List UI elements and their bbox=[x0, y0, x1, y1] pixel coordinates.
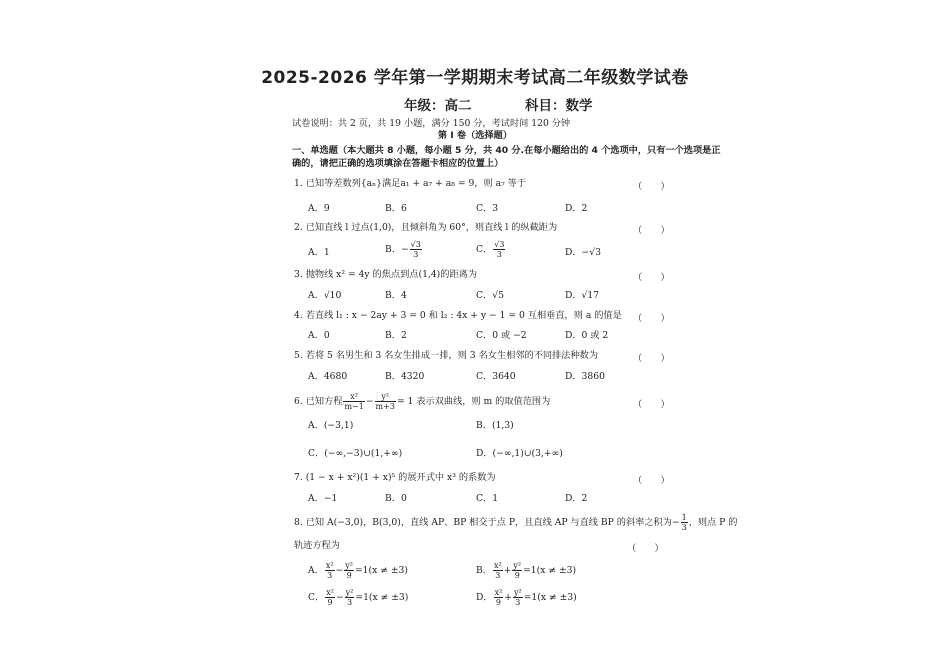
option-c: C．3640 bbox=[476, 371, 516, 382]
answer-paren: （ ） bbox=[633, 181, 670, 192]
numerator: x² bbox=[325, 561, 334, 570]
option-d: D．2 bbox=[565, 493, 588, 504]
answer-paren: （ ） bbox=[633, 313, 670, 324]
option-c: C．3 bbox=[476, 203, 499, 214]
option-d bbox=[476, 588, 577, 607]
denominator: m−1 bbox=[344, 402, 364, 411]
equation-tail: =1(x ≠ ±3) bbox=[523, 592, 577, 603]
option-b: B．6 bbox=[385, 203, 407, 214]
denominator: 9 bbox=[346, 571, 352, 580]
option-d: D．(−∞,1)∪(3,+∞) bbox=[476, 448, 563, 459]
option-c: C．√5 bbox=[476, 290, 504, 301]
denominator: 3 bbox=[327, 571, 333, 580]
subject-label: 科目：数学 bbox=[525, 98, 593, 114]
equation-tail: =1(x ≠ ±3) bbox=[354, 565, 408, 576]
answer-paren: （ ） bbox=[633, 399, 670, 410]
answer-paren: （ ） bbox=[633, 353, 670, 364]
section-instructions-line1: 一、单选题（本大题共 8 小题，每小题 5 分，共 40 分.在每小题给出的 4 个选项中，只有一个选项是正 bbox=[292, 145, 721, 156]
denominator: 3 bbox=[495, 571, 501, 580]
numerator: 1 bbox=[681, 513, 687, 522]
fraction bbox=[681, 513, 688, 532]
option-c: C．(−∞,−3)∪(1,+∞) bbox=[308, 448, 403, 459]
denominator: 3 bbox=[496, 250, 502, 259]
option-c bbox=[308, 588, 408, 607]
operator: + bbox=[504, 592, 512, 603]
option-b: B．(1,3) bbox=[476, 420, 514, 431]
option-a: A．9 bbox=[308, 203, 330, 214]
option-b: B．2 bbox=[385, 330, 407, 341]
answer-paren: （ ） bbox=[633, 225, 670, 236]
fraction bbox=[345, 588, 355, 607]
option-a: A．0 bbox=[308, 330, 330, 341]
question-number: 2. bbox=[294, 222, 303, 233]
answer-paren: （ ） bbox=[627, 543, 664, 554]
denominator: m+3 bbox=[375, 402, 395, 411]
denominator: 3 bbox=[681, 523, 687, 532]
question-1 bbox=[294, 178, 526, 190]
question-5 bbox=[294, 350, 598, 362]
question-number: 3. bbox=[294, 269, 303, 280]
question-stem-prefix: 已知方程 bbox=[305, 396, 343, 407]
numerator: x² bbox=[343, 392, 364, 402]
numerator: y² bbox=[345, 561, 353, 570]
fraction bbox=[325, 588, 335, 607]
section-instructions-line2: 确的，请把正确的选项填涂在答题卡相应的位置上） bbox=[292, 158, 504, 169]
option-label: D． bbox=[476, 592, 493, 603]
numerator: x² bbox=[493, 561, 502, 570]
numerator: x² bbox=[494, 588, 503, 597]
question-4 bbox=[294, 310, 622, 322]
question-2 bbox=[294, 222, 557, 234]
denominator: 3 bbox=[413, 250, 419, 259]
option-label: C． bbox=[308, 592, 325, 603]
option-b: B．4 bbox=[385, 290, 407, 301]
denominator: 9 bbox=[514, 571, 520, 580]
option-c: C．1 bbox=[476, 493, 499, 504]
option-d: D．−√3 bbox=[565, 247, 601, 258]
question-stem: 抛物线 x² = 4y 的焦点到点(1,4)的距离为 bbox=[305, 269, 478, 280]
denominator: 3 bbox=[346, 598, 353, 607]
operator: − bbox=[335, 565, 344, 576]
answer-paren: （ ） bbox=[633, 272, 670, 283]
operator: + bbox=[503, 565, 512, 576]
fraction bbox=[494, 588, 504, 607]
question-stem-suffix: = 1 表示双曲线，则 m 的取值范围为 bbox=[396, 396, 551, 407]
option-a bbox=[308, 561, 408, 580]
operator: − bbox=[335, 592, 344, 603]
question-3 bbox=[294, 269, 477, 281]
denominator: 9 bbox=[495, 598, 501, 607]
grade-label: 年级：高二 bbox=[404, 98, 472, 114]
fraction bbox=[343, 392, 364, 411]
option-label: C． bbox=[476, 244, 493, 255]
answer-paren: （ ） bbox=[633, 475, 670, 486]
question-7 bbox=[294, 472, 496, 484]
numerator: y² bbox=[375, 392, 396, 402]
option-c bbox=[476, 240, 506, 259]
option-label: B． bbox=[476, 565, 492, 576]
question-number: 7. bbox=[294, 472, 303, 483]
fraction bbox=[493, 240, 505, 259]
option-b bbox=[476, 561, 576, 580]
option-c: C．0 或 −2 bbox=[476, 330, 527, 341]
question-stem: (1 − x + x²)(1 + x)⁵ 的展开式中 x³ 的系数为 bbox=[305, 472, 496, 483]
numerator: √3 bbox=[410, 240, 421, 249]
question-8-line2: 轨迹方程为 bbox=[294, 540, 340, 551]
exam-title: 2025-2026 学年第一学期期末考试高二年级数学试卷 bbox=[261, 68, 689, 88]
option-a: A．4680 bbox=[308, 371, 348, 382]
numerator: y² bbox=[345, 588, 354, 597]
fraction bbox=[344, 561, 354, 580]
fraction bbox=[493, 561, 503, 580]
question-number: 1. bbox=[294, 178, 303, 189]
question-number: 5. bbox=[294, 350, 303, 361]
option-a: A．1 bbox=[308, 247, 330, 258]
equation-tail: =1(x ≠ ±3) bbox=[523, 565, 577, 576]
question-number: 6. bbox=[294, 396, 303, 407]
question-8 bbox=[294, 513, 737, 532]
instructions: 试卷说明：共 2 页，共 19 小题，满分 150 分，考试时间 120 分钟 bbox=[292, 118, 571, 129]
option-label: A． bbox=[308, 565, 324, 576]
option-b bbox=[385, 240, 423, 259]
fraction bbox=[513, 588, 523, 607]
fraction bbox=[325, 561, 335, 580]
question-stem: 已知直线 l 过点(1,0)，且倾斜角为 60°，则直线 l 的纵截距为 bbox=[305, 222, 558, 233]
denominator: 3 bbox=[515, 598, 521, 607]
question-stem-tail: ，则点 P 的 bbox=[688, 517, 738, 528]
option-a: A．√10 bbox=[308, 290, 342, 301]
option-b: B．0 bbox=[385, 493, 407, 504]
question-stem: 若直线 l₁ : x − 2ay + 3 = 0 和 l₂ : 4x + y − 1 = 0 互相垂直，则 a 的值是 bbox=[305, 310, 622, 321]
equation-tail: =1(x ≠ ±3) bbox=[355, 592, 409, 603]
option-d: D．0 或 2 bbox=[565, 330, 609, 341]
option-b: B．4320 bbox=[385, 371, 425, 382]
option-a: A．(−3,1) bbox=[308, 420, 354, 431]
question-number: 4. bbox=[294, 310, 303, 321]
fraction bbox=[512, 561, 522, 580]
numerator: y² bbox=[513, 561, 522, 570]
question-number: 8. bbox=[294, 517, 303, 528]
numerator: √3 bbox=[494, 240, 505, 249]
option-d: D．3860 bbox=[565, 371, 605, 382]
volume-heading: 第 I 卷（选择题） bbox=[437, 130, 513, 141]
numerator: y² bbox=[513, 588, 522, 597]
option-a: A．−1 bbox=[308, 493, 338, 504]
numerator: x² bbox=[326, 588, 334, 597]
question-stem: 若将 5 名男生和 3 名女生排成一排，则 3 名女生相邻的不同排法种数为 bbox=[305, 350, 599, 361]
option-label: B．− bbox=[385, 244, 409, 255]
option-d: D．√17 bbox=[565, 290, 600, 301]
fraction bbox=[410, 240, 422, 259]
question-stem: 已知等差数列{aₙ}满足a₁ + a₇ + a₈ = 9，则 a₇ 等于 bbox=[305, 178, 527, 189]
question-stem: 已知 A(−3,0)，B(3,0)，直线 AP、BP 相交于点 P，且直线 AP 与直线 BP 的斜率之积为− bbox=[305, 517, 680, 528]
option-d: D．2 bbox=[565, 203, 588, 214]
denominator: 9 bbox=[327, 598, 333, 607]
question-6 bbox=[294, 392, 550, 411]
fraction bbox=[375, 392, 396, 411]
operator: − bbox=[365, 396, 374, 407]
